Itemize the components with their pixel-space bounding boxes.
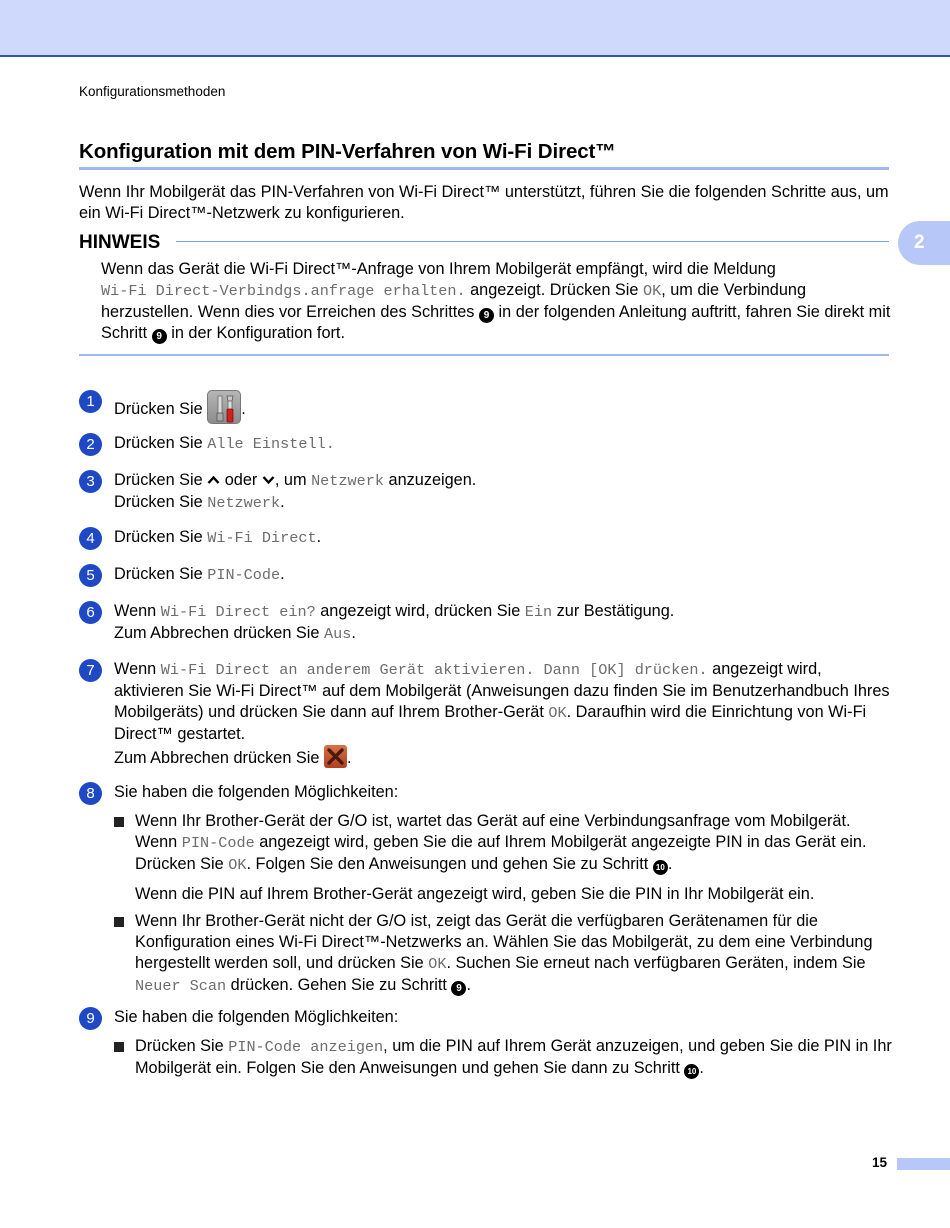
tools-icon bbox=[207, 390, 241, 424]
step-6 bbox=[79, 601, 894, 645]
text-segment: Wenn Ihr Brother-Gerät nicht der G/O ist, zeigt das Gerät die verfügbaren Gerätenamen für die Konfiguration eines Wi-Fi Direct™-Netzwerks an. Wählen Sie das Mobilgerät, zu dem eine Verbindung hergestellt werden soll, und drücken Sie bbox=[135, 912, 873, 972]
text-segment: Drücken Sie bbox=[114, 565, 208, 583]
text-segment: anzuzeigen. bbox=[383, 471, 477, 489]
text-segment: angezeigt wird, aktivieren Sie Wi-Fi Direct™ auf dem Mobilgerät (Anweisungen dazu finden Sie im Benutzerhandbuch Ihres Mobilgeräts) und drücken Sie dann auf Ihrem Brother-Gerät bbox=[114, 660, 890, 721]
text-segment: OK bbox=[428, 955, 447, 973]
step-8 bbox=[79, 782, 894, 997]
bullet-marker bbox=[114, 917, 124, 927]
list-item bbox=[114, 911, 894, 997]
text-segment: . bbox=[699, 1059, 704, 1077]
step-number: 4 bbox=[79, 527, 102, 550]
text-segment: OK bbox=[228, 856, 247, 874]
list-item bbox=[114, 811, 894, 905]
text-segment: angezeigt wird, drücken Sie bbox=[315, 602, 525, 620]
note-body bbox=[101, 259, 893, 344]
step-number: 9 bbox=[79, 1007, 102, 1030]
text-segment: Aus bbox=[323, 625, 352, 643]
text-segment: . bbox=[316, 528, 322, 546]
text-segment: Wenn das Gerät die Wi-Fi Direct™-Anfrage von Ihrem Mobilgerät empfängt, wird die Meldung bbox=[101, 260, 776, 278]
text-segment: Ein bbox=[524, 603, 553, 621]
page-bar bbox=[897, 1158, 950, 1170]
text-segment: Wi-Fi Direct an anderem Gerät aktivieren. Dann [OK] drücken. bbox=[160, 661, 708, 679]
text-segment: in der folgenden Anleitung auftritt, fahren Sie direkt mit Schritt bbox=[101, 303, 891, 342]
step-5 bbox=[79, 564, 894, 586]
note-heading: HINWEIS bbox=[79, 232, 161, 253]
text-segment: . bbox=[351, 624, 356, 642]
text-segment: Sie haben die folgenden Möglichkeiten: bbox=[114, 783, 399, 801]
text-segment: Neuer Scan bbox=[135, 977, 227, 995]
text-segment: Netzwerk bbox=[311, 472, 384, 490]
step-number: 1 bbox=[79, 390, 102, 413]
text-segment: PIN-Code bbox=[207, 566, 281, 584]
list-item bbox=[114, 1036, 894, 1079]
text-segment: Wi-Fi Direct ein? bbox=[160, 603, 316, 621]
text-segment: . bbox=[241, 400, 246, 418]
text-segment: Zum Abbrechen drücken Sie bbox=[114, 624, 324, 642]
text-segment: Drücken Sie bbox=[135, 1037, 229, 1055]
step-number: 2 bbox=[79, 433, 102, 456]
intro-paragraph: Wenn Ihr Mobilgerät das PIN-Verfahren von Wi-Fi Direct™ unterstützt, führen Sie die folgenden Schritte aus, um ein Wi-Fi Direct™-Netzwerk zu konfigurieren. bbox=[79, 183, 889, 222]
text-segment: Drücken Sie bbox=[114, 400, 208, 418]
step-number: 3 bbox=[79, 470, 102, 493]
text-segment: Drücken Sie bbox=[114, 434, 208, 452]
title-rule bbox=[79, 167, 889, 170]
text-segment: PIN-Code bbox=[181, 834, 255, 852]
text-segment: . bbox=[346, 749, 352, 767]
text-segment: Wenn bbox=[114, 602, 161, 620]
page-title: Konfiguration mit dem PIN-Verfahren von Wi-Fi Direct™ bbox=[79, 140, 616, 163]
step-ref-10: 10 bbox=[653, 860, 668, 875]
text-segment: drücken. Gehen Sie zu Schritt bbox=[226, 976, 452, 994]
step-ref-9: 9 bbox=[451, 981, 466, 996]
text-segment: . Suchen Sie erneut nach verfügbaren Geräten, indem Sie bbox=[446, 954, 866, 972]
note-rule-top bbox=[176, 241, 889, 242]
note-rule-bottom bbox=[79, 354, 889, 356]
text-segment: angezeigt. Drücken Sie bbox=[465, 281, 643, 299]
text-segment: Drücken Sie bbox=[114, 471, 208, 489]
text-segment: Sie haben die folgenden Möglichkeiten: bbox=[114, 1008, 399, 1026]
text-segment: . bbox=[466, 976, 472, 994]
text-segment: . Folgen Sie den Anweisungen und gehen Sie zu Schritt bbox=[246, 855, 653, 873]
text-segment: , um die Verbindung herzustellen. Wenn dies vor Erreichen des Schrittes bbox=[101, 281, 807, 321]
text-segment: PIN-Code anzeigen bbox=[228, 1038, 384, 1056]
text-segment: oder bbox=[220, 471, 262, 489]
text-segment: OK bbox=[548, 704, 567, 722]
chevron-down-icon bbox=[262, 470, 275, 491]
text-segment: zur Bestätigung. bbox=[552, 602, 675, 620]
top-band bbox=[0, 0, 950, 57]
text-segment: Drücken Sie bbox=[114, 528, 208, 546]
step-number: 6 bbox=[79, 601, 102, 624]
text-segment: . bbox=[667, 855, 673, 873]
step-number: 8 bbox=[79, 782, 102, 805]
bullet-marker bbox=[114, 817, 124, 827]
step-2 bbox=[79, 433, 894, 455]
chapter-tab: 2 bbox=[898, 221, 950, 265]
text-segment: OK bbox=[642, 282, 662, 300]
text-segment: Alle Einstell. bbox=[207, 435, 335, 453]
text-segment: Zum Abbrechen drücken Sie bbox=[114, 749, 324, 767]
step-1 bbox=[79, 390, 894, 424]
text-segment: Wi-Fi Direct bbox=[207, 529, 317, 547]
step-ref-9: 9 bbox=[152, 329, 167, 344]
step-7 bbox=[79, 659, 894, 769]
text-segment: Wenn die PIN auf Ihrem Brother-Gerät angezeigt wird, geben Sie die PIN in Ihr Mobilgerät ein. bbox=[135, 885, 815, 903]
text-segment: Drücken Sie bbox=[114, 493, 208, 511]
step-9 bbox=[79, 1007, 894, 1079]
chevron-up-icon bbox=[207, 470, 220, 491]
text-segment: . bbox=[280, 493, 285, 511]
bullet-marker bbox=[114, 1042, 124, 1052]
text-segment: Wi-Fi Direct-Verbindgs.anfrage erhalten. bbox=[101, 282, 466, 300]
text-segment: , um die PIN auf Ihrem Gerät anzuzeigen, und geben Sie die PIN in Ihr Mobilgerät ein. Folgen Sie den Anweisungen und gehen Sie dann zu Schritt bbox=[135, 1037, 892, 1077]
page-number: 15 bbox=[872, 1155, 888, 1170]
text-segment: Wenn bbox=[114, 660, 161, 678]
step-number: 5 bbox=[79, 564, 102, 587]
step-ref-10: 10 bbox=[684, 1064, 699, 1079]
text-segment: angezeigt wird, geben Sie die auf Ihrem Mobilgerät angezeigte PIN in das Gerät ein. Drücken Sie bbox=[135, 833, 867, 873]
text-segment: . bbox=[280, 565, 285, 583]
section-header: Konfigurationsmethoden bbox=[79, 84, 226, 99]
text-segment: Wenn Ihr Brother-Gerät der G/O ist, wartet das Gerät auf eine Verbindungsanfrage vom Mobilgerät. Wenn bbox=[135, 812, 851, 851]
step-3 bbox=[79, 470, 894, 514]
text-segment: in der Konfiguration fort. bbox=[166, 324, 345, 342]
cancel-x-icon bbox=[324, 745, 347, 768]
step-number: 7 bbox=[79, 659, 102, 682]
step-ref-9: 9 bbox=[479, 308, 494, 323]
text-segment: , um bbox=[274, 471, 312, 489]
text-segment: Netzwerk bbox=[207, 494, 281, 512]
step-4 bbox=[79, 527, 894, 549]
text-segment: . Daraufhin wird die Einrichtung von Wi-Fi Direct™ gestartet. bbox=[114, 703, 867, 743]
